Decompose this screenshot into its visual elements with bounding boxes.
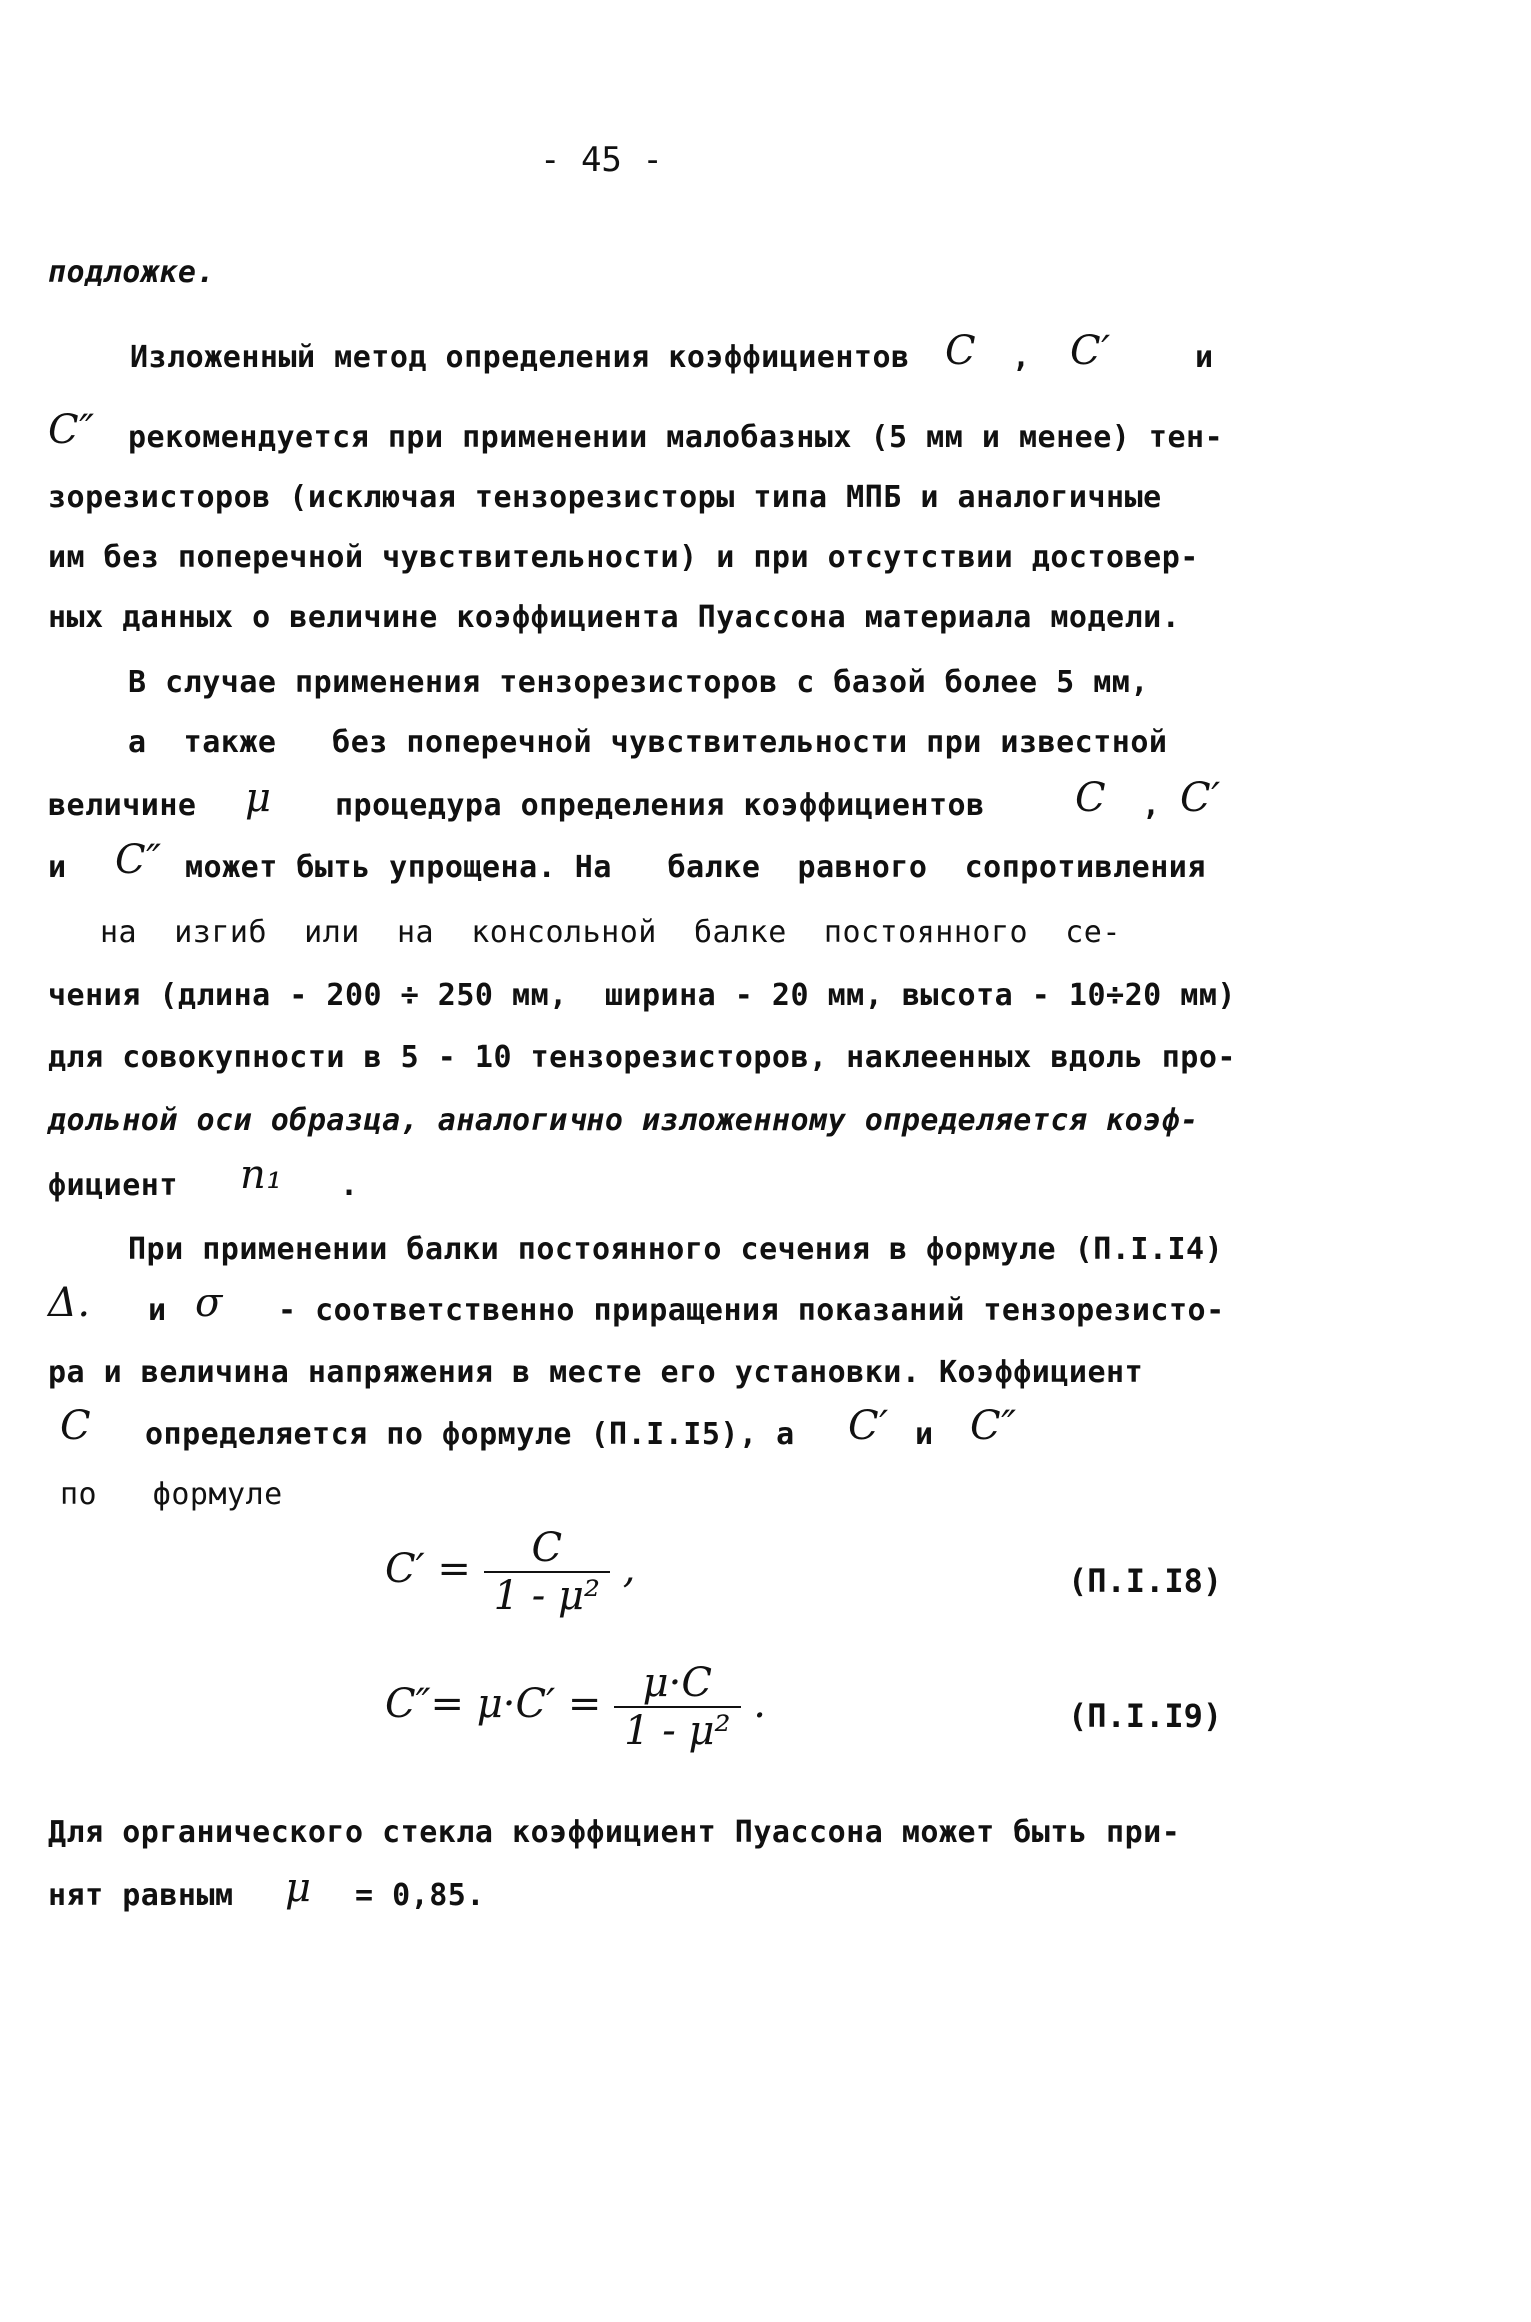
- conj-and: и: [148, 1293, 167, 1328]
- text-line: величине: [48, 788, 197, 823]
- equation-18: [385, 1525, 636, 1619]
- text-line: дольной оси образца, аналогично изложенному определяется коэф-: [48, 1103, 1199, 1138]
- text-line: им без поперечной чувствительности) и при отсутствии достовер-: [48, 540, 1199, 575]
- symbol-delta: Δ.: [48, 1280, 91, 1326]
- eq19-denominator: 1 - μ²: [614, 1706, 740, 1754]
- conj-and: и: [915, 1417, 934, 1452]
- text-line: нят равным: [48, 1878, 234, 1913]
- text-line: определяется по формуле (П.I.I5), а: [145, 1417, 795, 1452]
- eq19-numerator: μ·C: [642, 1660, 712, 1706]
- text-line: по формуле: [60, 1477, 283, 1512]
- text-line: Для органического стекла коэффициент Пуассона может быть при-: [48, 1815, 1181, 1850]
- eq19-tail: .: [753, 1681, 766, 1727]
- equation-19: [385, 1660, 766, 1754]
- symbol-c: C: [945, 328, 977, 374]
- text-line: ных данных о величине коэффициента Пуассона материала модели.: [48, 600, 1181, 635]
- symbol-c-double-prime: C″: [115, 837, 162, 883]
- conj-and: и: [1195, 340, 1214, 375]
- symbol-c-double-prime: C″: [970, 1403, 1017, 1449]
- text-line: и: [48, 850, 67, 885]
- text-line: При применении балки постоянного сечения в формуле (П.I.I4): [128, 1232, 1224, 1267]
- page-number: - 45 -: [540, 140, 663, 180]
- equation-19-number: (П.I.I9): [1068, 1697, 1223, 1735]
- eq18-tail: ,: [622, 1546, 636, 1592]
- period: .: [340, 1168, 359, 1203]
- text-line: на изгиб или на консольной балке постоянного се-: [100, 915, 1121, 950]
- symbol-c: C: [60, 1403, 92, 1449]
- eq18-denominator: 1 - μ²: [484, 1571, 610, 1619]
- eq18-fraction: [484, 1525, 610, 1619]
- symbol-c-double-prime: C″: [48, 407, 95, 453]
- symbol-c-prime: C′: [1070, 328, 1111, 374]
- eq18-numerator: C: [531, 1525, 563, 1571]
- symbol-mu: μ: [245, 775, 272, 821]
- symbol-n1: n₁: [240, 1152, 283, 1198]
- eq18-lhs: C′ =: [385, 1546, 471, 1592]
- text-line: зорезисторов (исключая тензорезисторы типа МПБ и аналогичные: [48, 480, 1162, 515]
- text-line: чения (длина - 200 ÷ 250 мм, ширина - 20 мм, высота - 10÷20 мм): [48, 978, 1236, 1013]
- text-line: рекомендуется при применении малобазных (5 мм и менее) тен-: [128, 420, 1224, 455]
- symbol-c-prime: C′: [1180, 775, 1221, 821]
- text-line: может быть упрощена. На балке равного сопротивления: [185, 850, 1206, 885]
- text-line: процедура определения коэффициентов: [335, 788, 985, 823]
- equation-18-number: (П.I.I8): [1068, 1562, 1223, 1600]
- symbol-c: C: [1075, 775, 1107, 821]
- text-line: фициент: [48, 1168, 178, 1203]
- text-line: а также без поперечной чувствительности при известной: [128, 725, 1168, 760]
- text-line: подложке.: [48, 255, 216, 290]
- text-line: для совокупности в 5 - 10 тензорезисторов, наклеенных вдоль про-: [48, 1040, 1236, 1075]
- symbol-mu: μ: [285, 1865, 312, 1911]
- symbol-sigma: σ: [195, 1280, 223, 1326]
- text-line: В случае применения тензорезисторов с базой более 5 мм,: [128, 665, 1149, 700]
- comma: ,: [1012, 340, 1031, 375]
- text-line: ра и величина напряжения в месте его установки. Коэффициент: [48, 1355, 1144, 1390]
- text-line: - соответственно приращения показаний тензорезисто-: [278, 1293, 1225, 1328]
- eq19-lhs: C″= μ·C′ =: [385, 1681, 602, 1727]
- comma: ,: [1142, 788, 1161, 823]
- eq19-fraction: [614, 1660, 740, 1754]
- text-line: = 0,85.: [355, 1878, 485, 1913]
- text-line: Изложенный метод определения коэффициентов: [130, 340, 910, 375]
- symbol-c-prime: C′: [848, 1403, 889, 1449]
